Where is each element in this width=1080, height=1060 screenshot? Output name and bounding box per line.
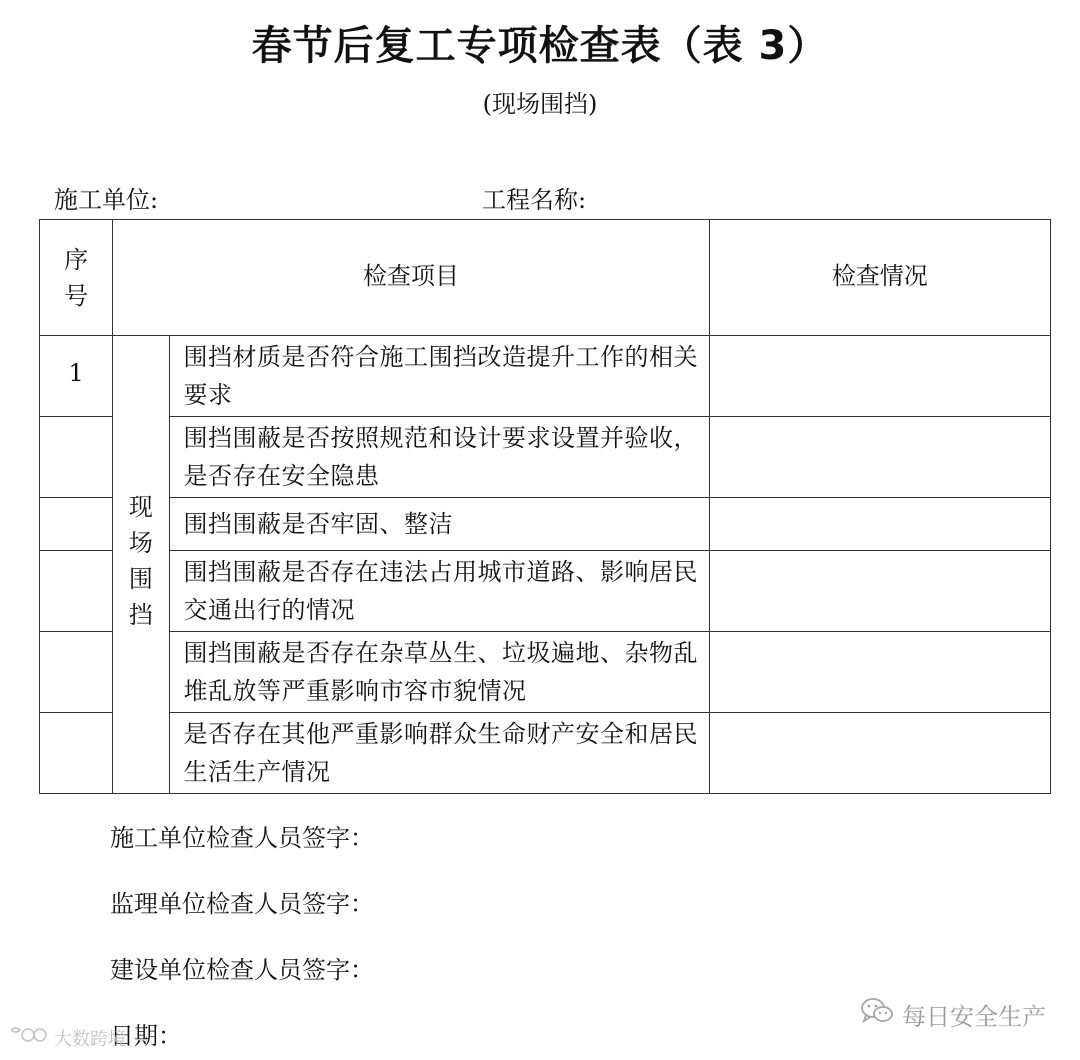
table-row bbox=[40, 417, 1051, 498]
table-row bbox=[40, 713, 1051, 794]
row-seq bbox=[40, 417, 113, 498]
row-seq bbox=[40, 551, 113, 632]
category-cell: 现 场 围 挡 bbox=[113, 336, 169, 794]
row-result[interactable] bbox=[709, 713, 1050, 794]
row-result[interactable] bbox=[709, 551, 1050, 632]
table-row bbox=[40, 336, 1051, 417]
row-item: 围挡围蔽是否按照规范和设计要求设置并验收，是否存在安全隐患 bbox=[169, 417, 709, 498]
row-item: 围挡围蔽是否存在违法占用城市道路、影响居民交通出行的情况 bbox=[169, 551, 709, 632]
construction-inspector-signature: 施工单位检查人员签字： bbox=[110, 824, 374, 852]
table-row bbox=[40, 498, 1051, 551]
row-result[interactable] bbox=[709, 417, 1050, 498]
brand-logo bbox=[8, 1024, 126, 1051]
row-seq bbox=[40, 713, 113, 794]
row-seq: 1 bbox=[40, 336, 113, 417]
row-result[interactable] bbox=[709, 632, 1050, 713]
brand-logo-icon bbox=[8, 1024, 48, 1051]
construction-unit-label: 施工单位: bbox=[54, 186, 159, 214]
table-header-row bbox=[40, 220, 1051, 336]
row-item: 围挡材质是否符合施工围挡改造提升工作的相关要求 bbox=[169, 336, 709, 417]
inspection-table bbox=[39, 219, 1051, 794]
project-name-label: 工程名称: bbox=[482, 186, 587, 214]
header-seq: 序 号 bbox=[40, 220, 113, 336]
brand-logo-text: 大数跨境 bbox=[54, 1028, 126, 1050]
row-seq bbox=[40, 632, 113, 713]
watermark-text: 每日安全生产 bbox=[902, 1002, 1046, 1031]
row-item: 围挡围蔽是否牢固、整洁 bbox=[169, 498, 709, 551]
row-item: 是否存在其他严重影响群众生命财产安全和居民生活生产情况 bbox=[169, 713, 709, 794]
document-title: 春节后复工专项检查表（表 3） bbox=[251, 23, 829, 69]
table-row bbox=[40, 632, 1051, 713]
row-result[interactable] bbox=[709, 336, 1050, 417]
wechat-icon bbox=[860, 996, 894, 1032]
row-seq bbox=[40, 498, 113, 551]
watermark bbox=[860, 996, 1046, 1032]
header-check-item: 检查项目 bbox=[113, 220, 709, 336]
document-subtitle: (现场围挡) bbox=[482, 90, 598, 118]
table-row bbox=[40, 551, 1051, 632]
row-item: 围挡围蔽是否存在杂草丛生、垃圾遍地、杂物乱堆乱放等严重影响市容市貌情况 bbox=[169, 632, 709, 713]
supervision-inspector-signature: 监理单位检查人员签字： bbox=[110, 890, 374, 918]
header-check-result: 检查情况 bbox=[709, 220, 1050, 336]
owner-inspector-signature: 建设单位检查人员签字： bbox=[110, 956, 374, 984]
row-result[interactable] bbox=[709, 498, 1050, 551]
date-label: 日期： bbox=[110, 1022, 182, 1050]
